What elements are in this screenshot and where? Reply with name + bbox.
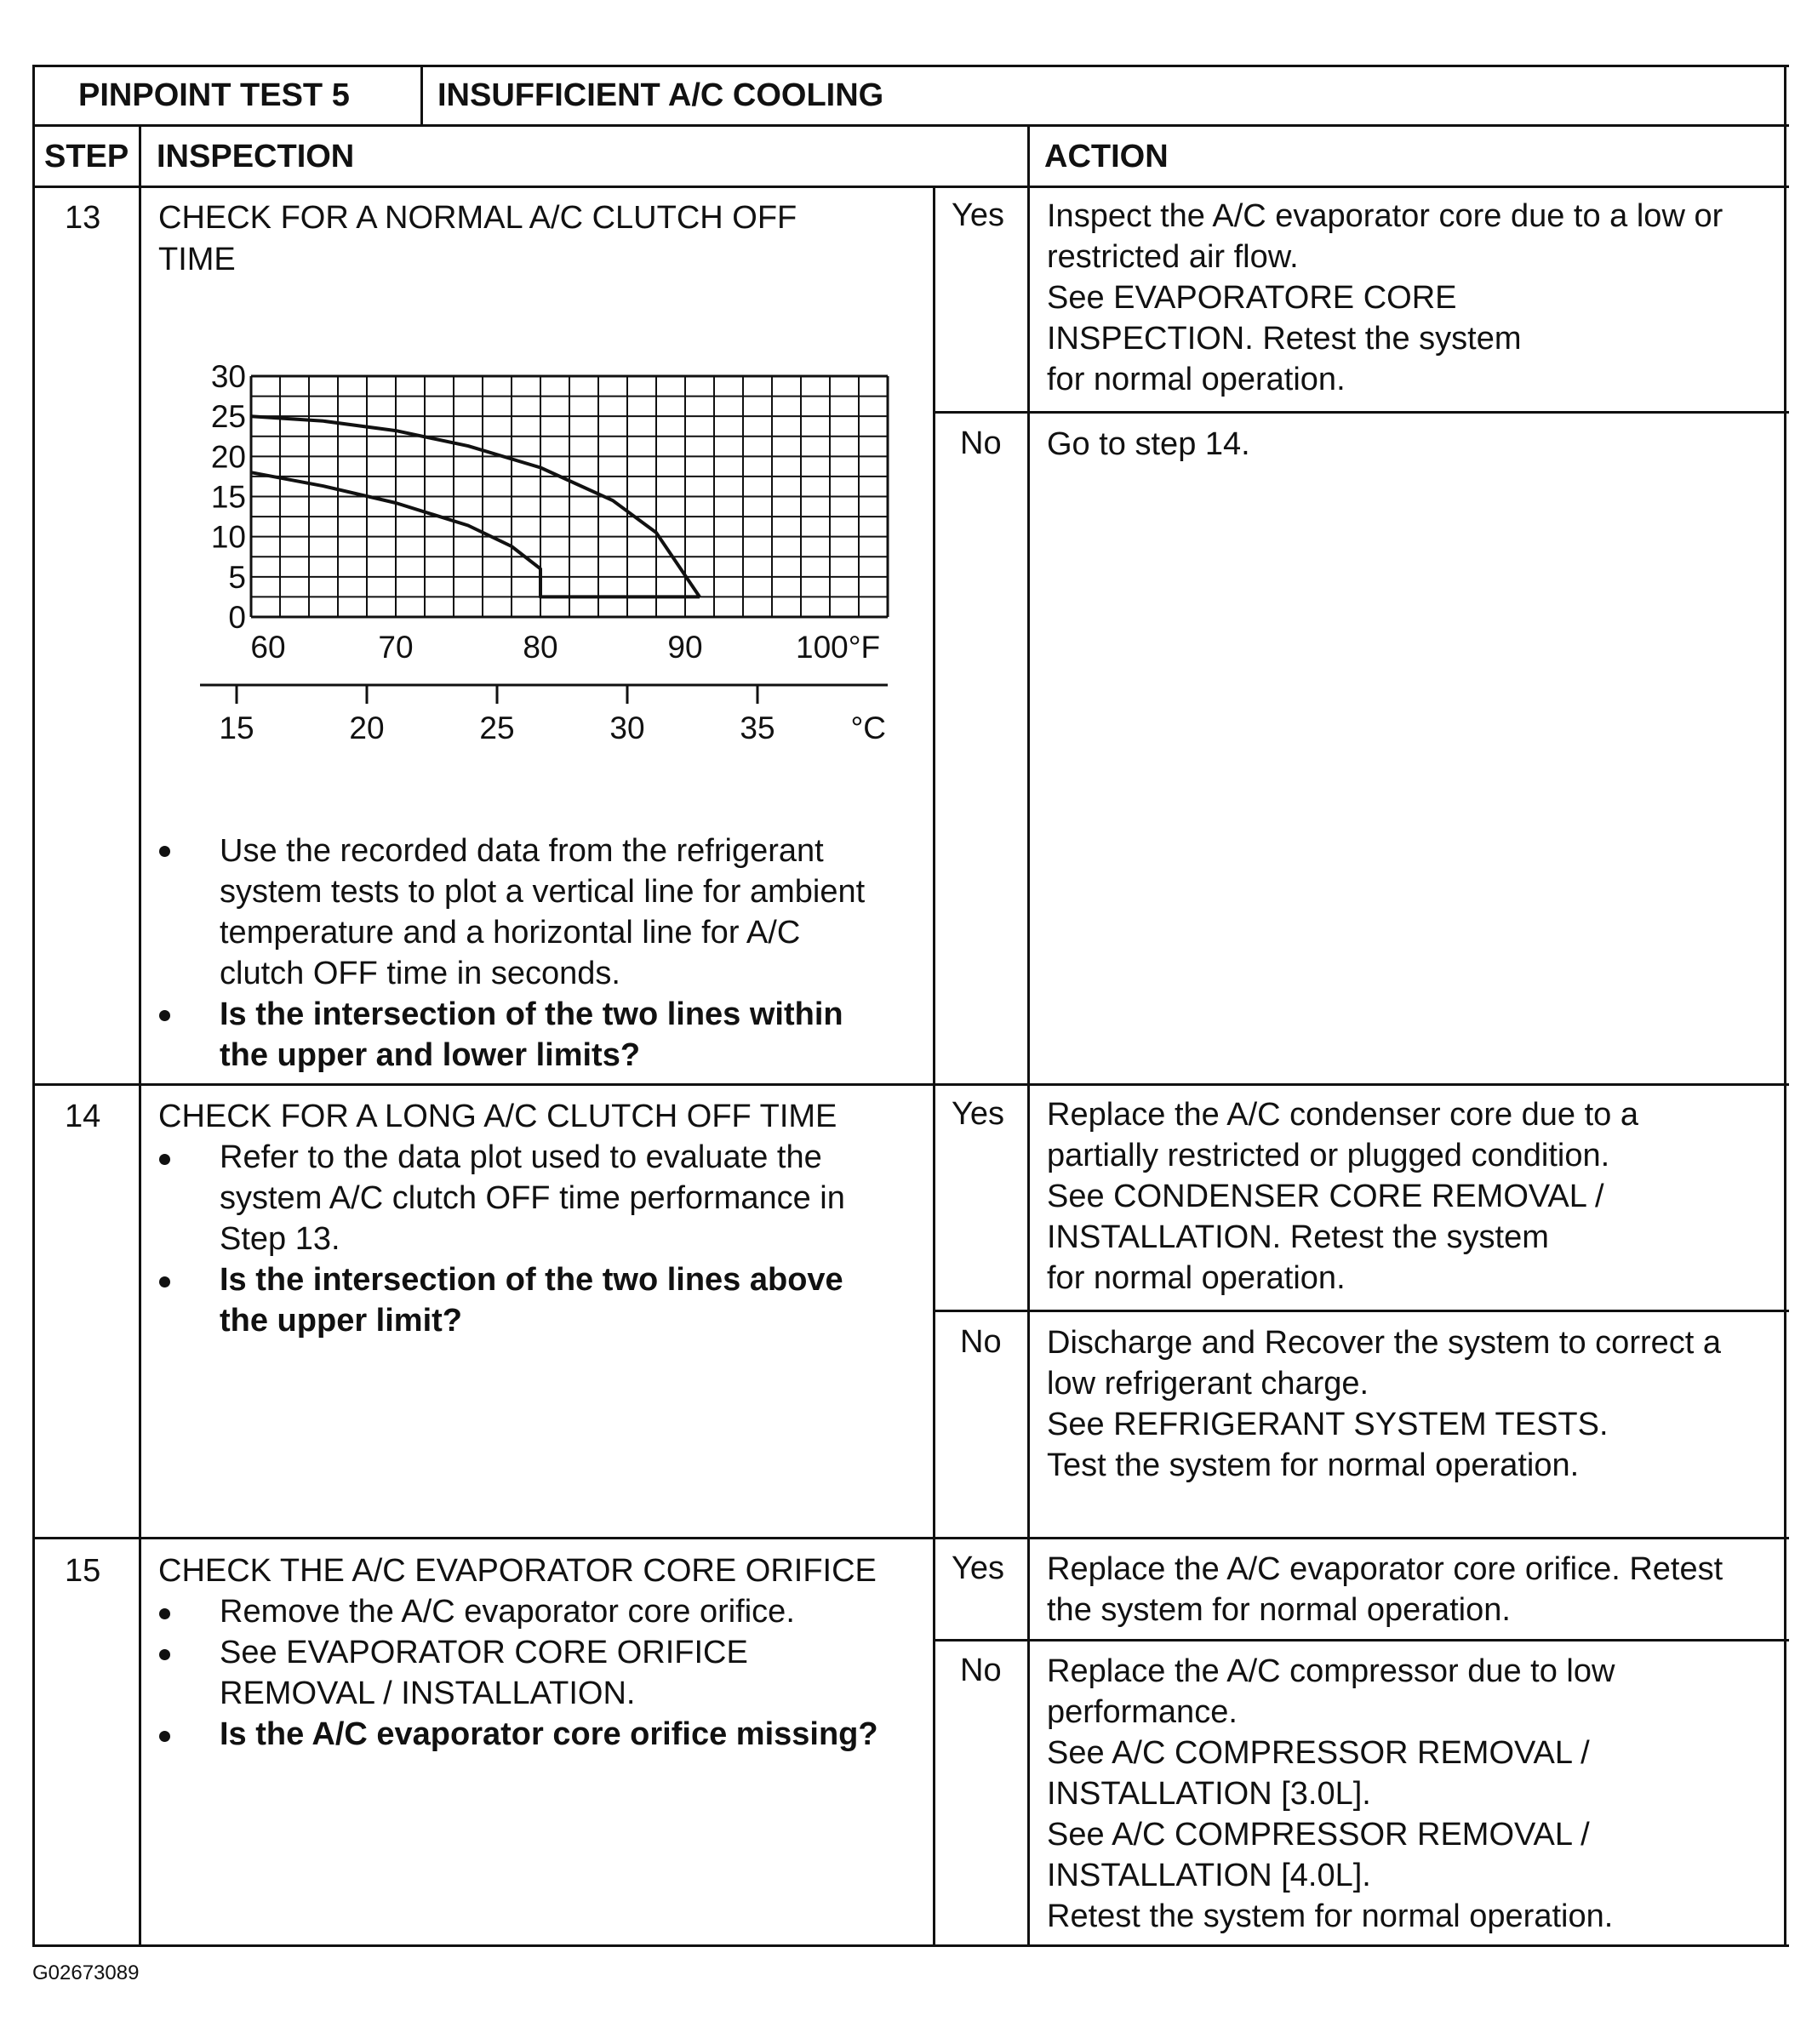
y-tick-label: 0	[228, 600, 246, 635]
chart-curves	[251, 416, 700, 597]
action-line: See REFRIGERANT SYSTEM TESTS.	[1047, 1407, 1609, 1442]
x-tick-label-fahrenheit: 80	[523, 630, 558, 665]
bullet-question-line: Is the intersection of the two lines within	[220, 996, 843, 1032]
y-tick-label: 20	[210, 439, 246, 475]
chart-y-ticks	[211, 359, 246, 635]
bullet-dot	[159, 1276, 170, 1287]
action-line: for normal operation.	[1047, 362, 1346, 397]
step-heading-line: CHECK FOR A NORMAL A/C CLUTCH OFF	[158, 200, 797, 236]
action-line: Retest the system for normal operation.	[1047, 1898, 1614, 1934]
action-line: Replace the A/C condenser core due to a	[1047, 1097, 1639, 1133]
action-line: Inspect the A/C evaporator core due to a low or	[1047, 198, 1723, 234]
answer-yes: Yes	[952, 1096, 1004, 1132]
action-line: for normal operation.	[1047, 1260, 1346, 1296]
y-tick-label: 15	[210, 479, 246, 515]
action-line: See A/C COMPRESSOR REMOVAL /	[1047, 1817, 1590, 1853]
action-line: INSTALLATION [3.0L].	[1047, 1776, 1371, 1812]
step-number: 15	[65, 1553, 101, 1589]
action-line: See CONDENSER CORE REMOVAL /	[1047, 1179, 1604, 1214]
y-tick-label: 25	[210, 399, 246, 435]
x-tick-label-celsius: 35	[740, 711, 775, 745]
answer-no: No	[960, 425, 1002, 461]
step-heading-line: TIME	[158, 242, 236, 277]
action-line: performance.	[1047, 1694, 1238, 1730]
lower-limit-curve	[251, 472, 700, 597]
x-tick-label-celsius: 30	[609, 711, 645, 745]
bullet-text-line: Step 13.	[220, 1221, 340, 1257]
answer-no: No	[960, 1653, 1002, 1688]
action-line: Replace the A/C compressor due to low	[1047, 1653, 1615, 1689]
action-line: Replace the A/C evaporator core orifice. Retest	[1047, 1551, 1723, 1587]
pinpoint-test-title: PINPOINT TEST 5	[78, 77, 350, 113]
x-tick-label-celsius: 25	[479, 711, 515, 745]
bullet-text-line: See EVAPORATOR CORE ORIFICE	[220, 1635, 748, 1670]
bullet-text-line: REMOVAL / INSTALLATION.	[220, 1676, 636, 1711]
bullet-text-line: Remove the A/C evaporator core orifice.	[220, 1594, 795, 1630]
chart-x-ticks-fahrenheit	[250, 630, 880, 665]
bullet-dot	[159, 1649, 170, 1660]
bullet-text-line: Use the recorded data from the refrigerant	[220, 833, 824, 869]
bullet-dot	[159, 1010, 170, 1021]
bullet-dot	[159, 1154, 170, 1165]
action-line: partially restricted or plugged condition.	[1047, 1138, 1610, 1173]
chart-x-ticks-celsius	[200, 685, 888, 745]
bullet-text-line: temperature and a horizontal line for A/C	[220, 915, 801, 951]
action-line: restricted air flow.	[1047, 239, 1299, 275]
bullet-text-line: system A/C clutch OFF time performance in	[220, 1180, 845, 1216]
action-line: INSPECTION. Retest the system	[1047, 321, 1522, 357]
bullet-text-line: Refer to the data plot used to evaluate the	[220, 1139, 822, 1175]
chart-grid	[251, 376, 888, 617]
step-heading-line: CHECK THE A/C EVAPORATOR CORE ORIFICE	[158, 1553, 877, 1589]
action-line: INSTALLATION. Retest the system	[1047, 1219, 1549, 1255]
x-tick-label-fahrenheit: 70	[378, 630, 414, 665]
answer-yes: Yes	[952, 197, 1004, 233]
column-header-inspection: INSPECTION	[157, 139, 355, 174]
column-header-step: STEP	[44, 139, 129, 174]
action-line: low refrigerant charge.	[1047, 1366, 1369, 1402]
upper-limit-curve	[251, 416, 700, 597]
step-number: 13	[65, 200, 101, 236]
x-tick-label-fahrenheit: 90	[667, 630, 703, 665]
bullet-question-line: the upper and lower limits?	[220, 1037, 641, 1073]
y-tick-label: 10	[210, 519, 246, 555]
x-tick-label-fahrenheit: 100°F	[796, 630, 881, 665]
x-tick-label-celsius: 20	[349, 711, 385, 745]
bullet-question-line: Is the intersection of the two lines above	[220, 1262, 843, 1298]
step-heading-line: CHECK FOR A LONG A/C CLUTCH OFF TIME	[158, 1099, 837, 1134]
action-line: INSTALLATION [4.0L].	[1047, 1858, 1371, 1893]
test-name: INSUFFICIENT A/C COOLING	[437, 77, 884, 113]
bullet-dot	[159, 1608, 170, 1619]
y-tick-label: 5	[228, 559, 246, 595]
action-line: Discharge and Recover the system to correct a	[1047, 1325, 1722, 1361]
action-line: See A/C COMPRESSOR REMOVAL /	[1047, 1735, 1590, 1771]
bullet-question-line: Is the A/C evaporator core orifice missing?	[220, 1716, 878, 1752]
action-line: Go to step 14.	[1047, 426, 1250, 462]
action-line: the system for normal operation.	[1047, 1592, 1511, 1628]
column-header-action: ACTION	[1044, 139, 1169, 174]
bullet-text-line: system tests to plot a vertical line for ambient	[220, 874, 866, 910]
clutch-off-time-chart	[170, 357, 919, 749]
bullet-question-line: the upper limit?	[220, 1303, 462, 1339]
bullet-text-line: clutch OFF time in seconds.	[220, 956, 620, 991]
action-line: Test the system for normal operation.	[1047, 1447, 1580, 1483]
x-tick-label-celsius: 15	[219, 711, 254, 745]
bullet-dot	[159, 846, 170, 857]
y-tick-label: 30	[210, 359, 246, 394]
bullet-dot	[159, 1731, 170, 1742]
answer-yes: Yes	[952, 1550, 1004, 1586]
x-tick-label-fahrenheit: 60	[250, 630, 286, 665]
answer-no: No	[960, 1324, 1002, 1360]
action-line: See EVAPORATORE CORE	[1047, 280, 1457, 316]
step-number: 14	[65, 1099, 101, 1134]
figure-code: G02673089	[32, 1961, 140, 1984]
x-axis-unit-celsius: °C	[850, 711, 886, 745]
